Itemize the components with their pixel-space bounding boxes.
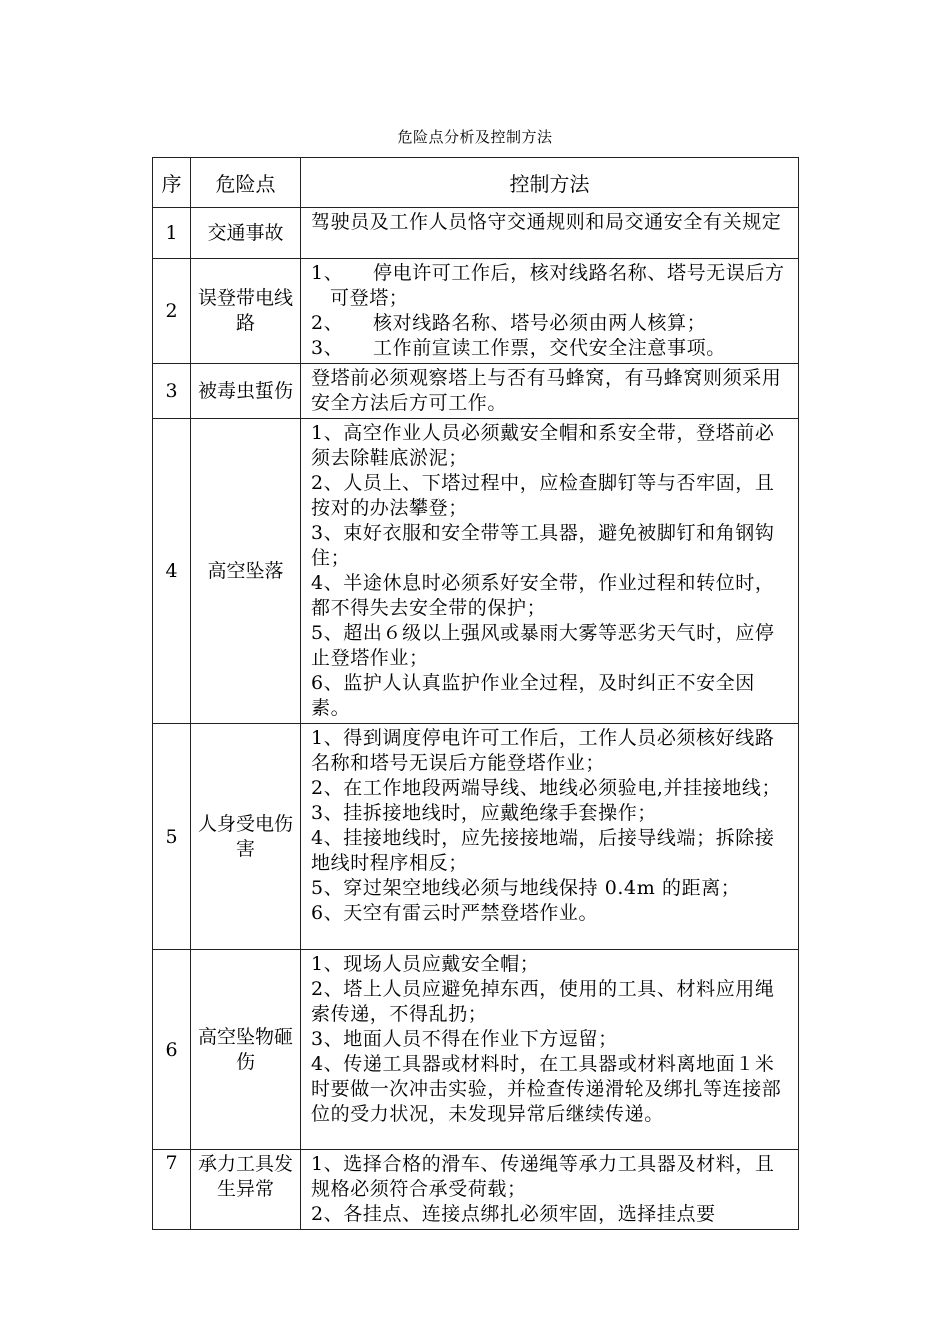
control-item: 驾驶员及工作人员恪守交通规则和局交通安全有关规定 xyxy=(311,211,782,233)
control-cell xyxy=(301,208,799,259)
hazard-cell: 误登带电线路 xyxy=(191,259,301,364)
header-no: 序 xyxy=(153,158,191,208)
table-row xyxy=(153,950,799,1150)
row-number: 2 xyxy=(153,259,191,364)
header-control: 控制方法 xyxy=(301,158,799,208)
row-number: 6 xyxy=(153,950,191,1150)
control-item: 4、挂接地线时，应先接接地端，后接导线端；拆除接地线时程序相反； xyxy=(311,827,775,874)
control-cell xyxy=(301,364,799,419)
control-item: 4、半途休息时必须系好安全带，作业过程和转位时，都不得失去安全带的保护； xyxy=(311,572,775,619)
row-number: 5 xyxy=(153,724,191,950)
control-item: 6、天空有雷云时严禁登塔作业。 xyxy=(311,902,599,924)
control-cell xyxy=(301,419,799,724)
control-item: 4、传递工具器或材料时，在工具器或材料离地面１米时要做一次冲击实验，并检查传递滑轮及绑扎等连接部位的受力状况，未发现异常后继续传递。 xyxy=(311,1053,782,1125)
table-row xyxy=(153,208,799,259)
control-item: 3、地面人员不得在作业下方逗留； xyxy=(311,1028,618,1050)
control-item: 3、挂拆接地线时，应戴绝缘手套操作； xyxy=(311,802,657,824)
hazard-cell: 被毒虫蜇伤 xyxy=(191,364,301,419)
control-cell xyxy=(301,950,799,1150)
hazard-cell: 人身受电伤害 xyxy=(191,724,301,950)
header-hazard: 危险点 xyxy=(191,158,301,208)
control-item: 6、监护人认真监护作业全过程，及时纠正不安全因素。 xyxy=(311,672,755,719)
table-row xyxy=(153,419,799,724)
control-item: 3、束好衣服和安全带等工具器，避免被脚钉和角钢钩住； xyxy=(311,522,775,569)
hazard-cell: 交通事故 xyxy=(191,208,301,259)
document-title: 危险点分析及控制方法 xyxy=(397,128,553,146)
row-number: 4 xyxy=(153,419,191,724)
control-item: 2、各挂点、连接点绑扎必须牢固，选择挂点要 xyxy=(311,1203,716,1225)
row-number: 7 xyxy=(153,1150,191,1230)
control-item: 1、得到调度停电许可工作后，工作人员必须核好线路名称和塔号无误后方能登塔作业； xyxy=(311,727,775,774)
control-item: 登塔前必须观察塔上与否有马蜂窝，有马蜂窝则须采用安全方法后方可工作。 xyxy=(311,367,782,414)
control-item: 5、穿过架空地线必须与地线保持 0.4m 的距离； xyxy=(311,877,741,899)
control-item: 2、 核对线路名称、塔号必须由两人核算； xyxy=(311,312,707,334)
table-row xyxy=(153,364,799,419)
control-item: 1、 停电许可工作后，核对线路名称、塔号无误后方可登塔； xyxy=(311,262,785,309)
hazard-cell: 高空坠落 xyxy=(191,419,301,724)
control-cell xyxy=(301,724,799,950)
control-cell xyxy=(301,1150,799,1230)
table-row xyxy=(153,1150,799,1230)
row-number: 1 xyxy=(153,208,191,259)
control-cell xyxy=(301,259,799,364)
hazard-control-table xyxy=(152,157,799,1230)
hazard-cell: 承力工具发生异常 xyxy=(191,1150,301,1230)
control-item: 2、在工作地段两端导线、地线必须验电,并挂接地线； xyxy=(311,777,782,799)
row-number: 3 xyxy=(153,364,191,419)
control-item: 5、超出６级以上强风或暴雨大雾等恶劣天气时，应停止登塔作业； xyxy=(311,622,775,669)
hazard-cell: 高空坠物砸伤 xyxy=(191,950,301,1150)
control-item: 1、选择合格的滑车、传递绳等承力工具器及材料，且规格必须符合承受荷载； xyxy=(311,1153,775,1200)
control-item: 3、 工作前宣读工作票，交代安全注意事项。 xyxy=(311,337,726,359)
table-row xyxy=(153,259,799,364)
table-row xyxy=(153,724,799,950)
control-item: 2、塔上人员应避免掉东西，使用的工具、材料应用绳索传递，不得乱扔； xyxy=(311,978,775,1025)
control-item: 2、人员上、下塔过程中，应检查脚钉等与否牢固，且按对的办法攀登； xyxy=(311,472,775,519)
control-item: 1、高空作业人员必须戴安全帽和系安全带，登塔前必须去除鞋底淤泥； xyxy=(311,422,775,469)
control-item: 1、现场人员应戴安全帽； xyxy=(311,953,540,975)
table-header-row xyxy=(153,158,799,208)
